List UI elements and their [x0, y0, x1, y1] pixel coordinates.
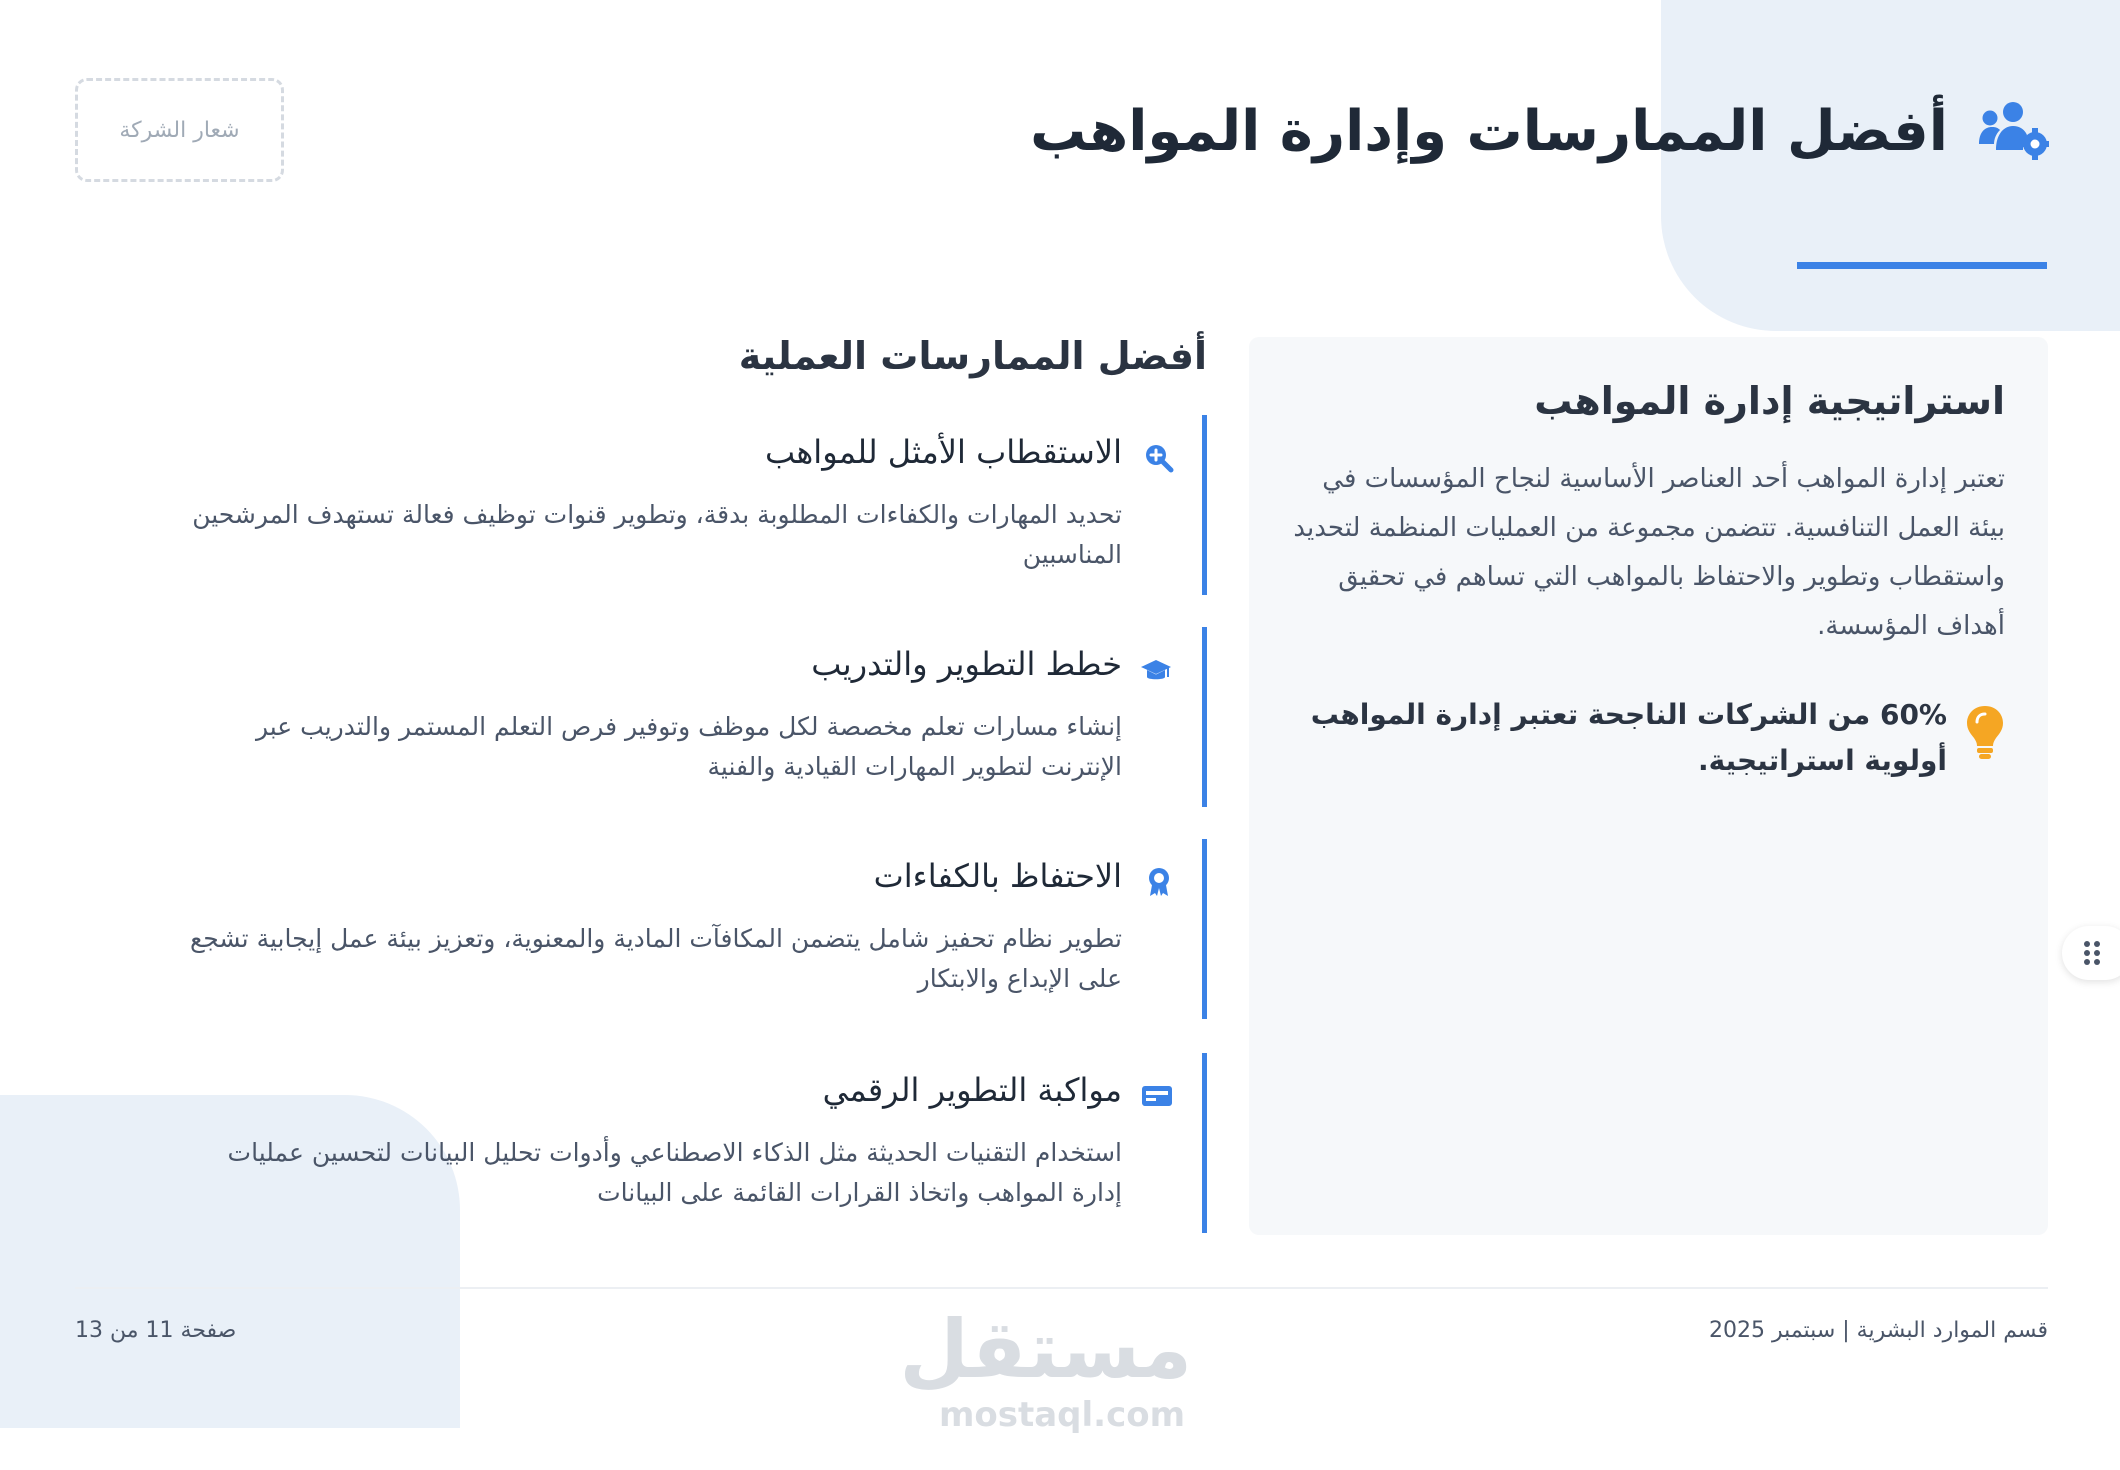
lightbulb-icon — [1965, 704, 2005, 760]
drag-handle[interactable] — [2062, 926, 2120, 980]
watermark-latin: mostaql.com — [938, 1395, 1186, 1435]
practice-description: تطوير نظام تحفيز شامل يتضمن المكافآت المادية والمعنوية، وتعزيز بيئة عمل إيجابية تشجع على الإبداع والابتكار — [189, 924, 1122, 993]
practice-description: استخدام التقنيات الحديثة مثل الذكاء الاصطناعي وأدوات تحليل البيانات لتحسين عمليات إدارة المواهب واتخاذ القرارات القائمة على البيانات — [227, 1138, 1122, 1207]
stat-callout — [1293, 692, 2005, 784]
company-logo-placeholder — [75, 78, 284, 182]
practice-item-digital — [152, 1053, 1207, 1233]
graduation-cap-icon — [1138, 655, 1174, 685]
practice-item-retention — [152, 839, 1207, 1019]
practice-title: مواكبة التطوير الرقمي — [822, 1071, 1122, 1109]
practice-item-recruitment — [152, 415, 1207, 595]
stat-text: 60% من الشركات الناجحة تعتبر إدارة المواهب أولوية استراتيجية. — [1310, 698, 1947, 777]
page-title: أفضل الممارسات وإدارة المواهب — [1030, 99, 1948, 164]
watermark — [899, 1303, 1192, 1435]
users-gear-icon — [1977, 100, 2049, 160]
award-icon — [1144, 867, 1174, 897]
practice-title: الاحتفاظ بالكفاءات — [873, 857, 1122, 895]
footer-divider — [75, 1287, 2048, 1289]
practice-title: الاستقطاب الأمثل للمواهب — [765, 433, 1122, 471]
practice-item-training — [152, 627, 1207, 807]
practice-description: تحديد المهارات والكفاءات المطلوبة بدقة، وتطوير قنوات توظيف فعالة تستهدف المرشحين المناسبين — [192, 500, 1122, 569]
footer-page-number: صفحة 11 من 13 — [75, 1318, 237, 1343]
footer-department: قسم الموارد البشرية | سبتمبر 2025 — [1709, 1318, 2048, 1343]
practice-description: إنشاء مسارات تعلم مخصصة لكل موظف وتوفير فرص التعلم المستمر والتدريب عبر الإنترنت لتطوير المهارات القيادية والفنية — [255, 712, 1122, 781]
search-plus-icon — [1144, 443, 1174, 473]
strategy-title: استراتيجية إدارة المواهب — [1534, 379, 2005, 423]
strategy-description: تعتبر إدارة المواهب أحد العناصر الأساسية لنجاح المؤسسات في بيئة العمل التنافسية. تتضمن مجموعة من العمليات المنظمة لتحديد واستقطاب وتطوير والاحتفاظ بالمواهب التي تساهم في تحقيق أهداف المؤسسة. — [1293, 464, 2005, 641]
watermark-arabic: مستقل — [899, 1303, 1192, 1396]
practices-section-title: أفضل الممارسات العملية — [738, 334, 1207, 378]
practice-title: خطط التطوير والتدريب — [811, 645, 1122, 683]
strategy-card — [1249, 337, 2048, 1235]
grip-dots-icon — [2082, 939, 2102, 967]
title-underline — [1797, 262, 2047, 269]
logo-placeholder-label: شعار الشركة — [119, 117, 240, 143]
card-icon — [1140, 1081, 1174, 1111]
